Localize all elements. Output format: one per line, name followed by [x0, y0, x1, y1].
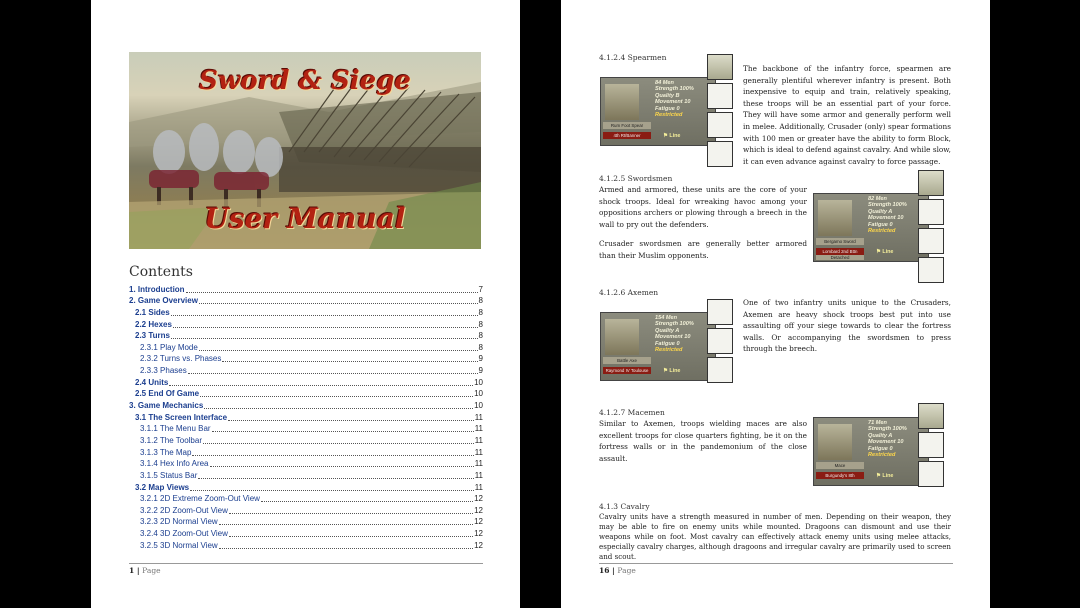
unit-men: 82 Men — [868, 196, 887, 202]
toc-page-number: 9 — [478, 366, 483, 376]
charge-icon — [707, 141, 733, 167]
toc-entry[interactable] — [129, 411, 483, 423]
toc-leader-dots — [199, 350, 478, 351]
toc-entry-label — [135, 320, 172, 330]
toc-leader-dots — [229, 536, 473, 537]
toc-leader-dots — [219, 548, 473, 549]
toc-entry-label — [129, 285, 185, 295]
toc-entry-label — [140, 354, 221, 364]
toc-page-number: 12 — [474, 529, 483, 539]
unit-portrait — [818, 424, 852, 460]
toc-entry-number: 2.2 — [135, 319, 147, 329]
unit-card-macemen — [813, 417, 929, 486]
toc-entry[interactable] — [129, 527, 483, 539]
unit-portrait — [818, 200, 852, 236]
toc-page-number: 12 — [474, 494, 483, 504]
unit-formation: ⚑ Line — [876, 473, 894, 479]
toc-entry-label — [129, 401, 203, 411]
toc-page-number: 11 — [474, 447, 483, 457]
unit-men: 154 Men — [655, 315, 678, 321]
toc-entry[interactable] — [129, 330, 483, 342]
right-page — [561, 0, 990, 608]
toc-entry-number: 3.1.2 — [140, 435, 158, 445]
toc-entry-label — [135, 308, 170, 318]
unit-formation: ⚑ Line — [663, 133, 681, 139]
toc-page-number: 10 — [474, 377, 483, 387]
weapon-icon — [918, 432, 944, 458]
unit-movement: Movement 10 — [868, 215, 904, 222]
unit-stats — [868, 196, 907, 234]
toc-leader-dots — [210, 466, 474, 467]
unit-formation-label: Line — [882, 249, 894, 255]
page-footer — [129, 563, 483, 575]
toc-entry[interactable] — [129, 399, 483, 411]
toc-entry-text: The Map — [159, 447, 192, 457]
toc-entry-text: 2D Extreme Zoom-Out View — [160, 494, 260, 504]
section-heading-axemen: 4.1.2.6 Axemen — [599, 288, 659, 297]
toc-entry[interactable] — [129, 295, 483, 307]
toc-leader-dots — [200, 396, 473, 397]
toc-entry-label — [140, 424, 211, 434]
toc-page-number: 12 — [474, 505, 483, 515]
paragraph-spearmen: The backbone of the infantry force, spearmen are generally plentiful wherever infantry is present. Both inexpensive to equip and train, relatively speaking, these troops will be an essential part of your force. They will have some armor and generally perform well in melee. Additionally, Crusader (only) spear formations with 100 men or greater have the ability to form Block, which is ideal to defend against cavalry. And while slow, it can even advance against cavalry to force passage. — [743, 64, 951, 166]
toc-page-number: 8 — [478, 296, 483, 306]
toc-entry-label — [140, 506, 228, 516]
toc-leader-dots — [212, 431, 474, 432]
toc-entry-label — [135, 483, 189, 493]
toc-entry[interactable] — [129, 493, 483, 505]
unit-status: Restricted — [655, 347, 683, 354]
unit-icons-macemen — [918, 403, 944, 490]
toc-leader-dots — [199, 303, 478, 304]
toc-entry-text: Turns — [148, 331, 170, 341]
unit-leader: Burgundy's 8th — [816, 472, 864, 479]
melee-attack-icon — [918, 228, 944, 254]
unit-card-swordsmen — [813, 193, 929, 262]
toc-page-number: 11 — [474, 435, 483, 445]
toc-entry-label — [135, 389, 199, 399]
toc-leader-dots — [190, 490, 474, 491]
unit-formation-label: Line — [882, 473, 894, 479]
unit-quality: Quality A — [868, 432, 893, 439]
toc-entry[interactable] — [129, 318, 483, 330]
unit-icons-spearmen — [707, 54, 733, 170]
toc-entry-number: 3.1.4 — [140, 459, 158, 469]
unit-stats — [868, 420, 907, 458]
spearman-icon — [707, 54, 733, 80]
toc-leader-dots — [171, 315, 478, 316]
toc-leader-dots — [169, 385, 473, 386]
page-number: 16 — [599, 566, 610, 575]
unit-men: 84 Men — [655, 80, 674, 86]
paragraph-swordsmen-2: Crusader swordsmen are generally better armored than their Muslim opponents. — [599, 239, 807, 260]
toc-entry[interactable] — [129, 434, 483, 446]
toc-page-number: 11 — [474, 470, 483, 480]
unit-quality: Quality B — [655, 92, 680, 99]
footer-page-label: Page — [617, 566, 636, 575]
toc-leader-dots — [198, 478, 473, 479]
section-heading-cavalry: 4.1.3 Cavalry — [599, 502, 650, 511]
toc-entry-label — [135, 331, 170, 341]
unit-leader: Raymond IV Toulouse — [603, 367, 651, 374]
toc-entry-number: 2.5 — [135, 389, 147, 399]
toc-page-number: 12 — [474, 517, 483, 527]
toc-leader-dots — [228, 420, 474, 421]
toc-page-number: 7 — [478, 284, 483, 294]
toc-entry-label — [140, 436, 202, 446]
unit-card-spearmen — [600, 77, 716, 146]
toc-page-number: 11 — [474, 412, 483, 422]
unit-leader: 4th Rt/Banner — [603, 132, 651, 139]
toc-entry[interactable] — [129, 364, 483, 376]
table-of-contents — [129, 283, 483, 551]
toc-leader-dots — [188, 373, 478, 374]
toc-entry[interactable] — [129, 516, 483, 528]
toc-entry[interactable] — [129, 458, 483, 470]
melee-attack-icon — [707, 112, 733, 138]
unit-fatigue: Fatigue 0 — [868, 445, 893, 452]
toc-entry[interactable] — [129, 481, 483, 493]
unit-stats — [655, 80, 694, 118]
toc-leader-dots — [229, 513, 473, 514]
toc-entry-text: Units — [148, 377, 169, 387]
unit-movement: Movement 10 — [655, 99, 691, 106]
toc-entry-text: 2D Normal View — [160, 517, 218, 527]
unit-formation: ⚑ Line — [663, 368, 681, 374]
toc-entry-label — [140, 343, 198, 353]
toc-entry-text: Play Mode — [160, 342, 198, 352]
unit-formation-label: Line — [669, 133, 681, 139]
toc-entry-label — [140, 471, 197, 481]
toc-entry-label — [140, 366, 187, 376]
toc-entry-text: Turns vs. Phases — [159, 354, 222, 364]
toc-leader-dots — [192, 455, 473, 456]
unit-name: Rum Foot Spear — [603, 122, 651, 129]
left-page — [91, 0, 520, 608]
toc-page-number: 11 — [474, 459, 483, 469]
toc-entry-number: 3.1.1 — [140, 424, 158, 434]
toc-entry-text: Phases — [160, 366, 187, 376]
toc-leader-dots — [173, 327, 478, 328]
toc-entry-text: Hex Info Area — [160, 459, 209, 469]
unit-fatigue: Fatigue 0 — [655, 340, 680, 347]
page-footer — [599, 563, 953, 575]
toc-entry-text: The Screen Interface — [148, 412, 228, 422]
weapon-icon — [707, 328, 733, 354]
paragraph-axemen: One of two infantry units unique to the Crusaders, Axemen are heavy shock troops best put into use assaulting off your siege towards to clear the fortress walls. Or accompanying the swordsmen to press through the breech. — [743, 298, 951, 354]
toc-entry-text: Game Overview — [137, 296, 198, 306]
toc-leader-dots — [261, 501, 473, 502]
page-number: 1 — [129, 566, 135, 575]
melee-attack-icon — [918, 461, 944, 487]
toc-entry-number: 2. — [129, 296, 136, 306]
unit-status: Restricted — [868, 228, 896, 235]
unit-quality: Quality A — [868, 208, 893, 215]
toc-entry[interactable] — [129, 341, 483, 353]
toc-entry-text: 3D Normal View — [160, 540, 218, 550]
toc-entry-text: End Of Game — [148, 389, 200, 399]
unit-portrait — [605, 84, 639, 120]
block-formation-icon — [707, 83, 733, 109]
toc-entry-number: 2.3 — [135, 331, 147, 341]
unit-card-axemen — [600, 312, 716, 381]
section-heading-spearmen: 4.1.2.4 Spearmen — [599, 53, 667, 62]
toc-entry-number: 3.2.1 — [140, 494, 158, 504]
toc-leader-dots — [203, 443, 474, 444]
swordsman-icon — [918, 170, 944, 196]
unit-fatigue: Fatigue 0 — [655, 105, 680, 112]
toc-entry[interactable] — [129, 446, 483, 458]
toc-leader-dots — [222, 361, 477, 362]
toc-entry-number: 3.2.3 — [140, 517, 158, 527]
toc-entry-number: 3.1 — [135, 412, 147, 422]
toc-entry-text: Hexes — [148, 319, 172, 329]
toc-entry-number: 2.3.1 — [140, 342, 158, 352]
toc-entry[interactable] — [129, 376, 483, 388]
toc-page-number: 9 — [478, 354, 483, 364]
footer-page-label: Page — [142, 566, 161, 575]
unit-formation-label: Line — [669, 368, 681, 374]
toc-entry-label — [129, 296, 198, 306]
toc-entry-number: 2.1 — [135, 307, 147, 317]
toc-page-number: 8 — [478, 331, 483, 341]
toc-entry-text: The Toolbar — [159, 435, 202, 445]
toc-entry[interactable] — [129, 388, 483, 400]
paragraph-swordsmen-1: Armed and armored, these units are the core of your shock troops. Ideal for wreaking havoc among your oppositions archers or plowing through a breech in the wall to pry out the defenders. — [599, 185, 807, 229]
unit-strength: Strength 100% — [868, 426, 907, 433]
unit-strength: Strength 100% — [655, 321, 694, 328]
unit-men: 71 Men — [868, 420, 887, 426]
toc-page-number: 8 — [478, 307, 483, 317]
toc-page-number: 11 — [474, 482, 483, 492]
toc-entry-text: Introduction — [137, 284, 185, 294]
unit-icons-swordsmen — [918, 170, 944, 286]
section-heading-swordsmen: 4.1.2.5 Swordsmen — [599, 174, 673, 183]
toc-entry-label — [140, 448, 191, 458]
unit-status: Restricted — [868, 452, 896, 459]
unit-formation: ⚑ Line — [876, 249, 894, 255]
toc-leader-dots — [204, 408, 473, 409]
maceman-icon — [918, 403, 944, 429]
cover-title: Sword & Siege — [199, 66, 411, 96]
toc-entry-label — [140, 517, 218, 527]
toc-entry-text: 3D Zoom-Out View — [160, 529, 228, 539]
toc-leader-dots — [219, 524, 473, 525]
toc-entry[interactable] — [129, 539, 483, 551]
toc-entry-number: 3. — [129, 401, 136, 411]
toc-entry-number: 3.1.3 — [140, 447, 158, 457]
toc-entry[interactable] — [129, 504, 483, 516]
unit-name: Bergamo Sword — [816, 238, 864, 245]
unit-stats — [655, 315, 694, 353]
unit-strength: Strength 100% — [868, 202, 907, 209]
cover-subtitle: User Manual — [204, 202, 406, 235]
toc-entry[interactable] — [129, 423, 483, 435]
toc-entry-text: 2D Zoom-Out View — [160, 505, 228, 515]
paragraph-macemen: Similar to Axemen, troops wielding maces are also excellent troops for close quarters fighting, be it on the fortress walls or in the pandemonium of the close assault. — [599, 419, 807, 463]
toc-entry[interactable] — [129, 283, 483, 295]
charge-icon — [918, 257, 944, 283]
toc-page-number: 10 — [474, 401, 483, 411]
toc-entry[interactable] — [129, 353, 483, 365]
toc-page-number: 10 — [474, 389, 483, 399]
toc-entry-label — [140, 459, 209, 469]
unit-portrait — [605, 319, 639, 355]
section-heading-macemen: 4.1.2.7 Macemen — [599, 408, 665, 417]
unit-strength: Strength 100% — [655, 86, 694, 93]
toc-entry[interactable] — [129, 306, 483, 318]
contents-heading: Contents — [129, 264, 193, 280]
footer-separator: | — [609, 566, 618, 575]
toc-entry-label — [140, 494, 260, 504]
unit-icons-axemen — [707, 299, 733, 386]
cover-image — [129, 52, 481, 249]
toc-entry[interactable] — [129, 469, 483, 481]
toc-entry-label — [140, 541, 218, 551]
toc-entry-text: Game Mechanics — [137, 401, 204, 411]
toc-page-number: 11 — [474, 424, 483, 434]
unit-leader: Lombard 2nd Bttn — [816, 248, 864, 255]
unit-quality: Quality A — [655, 327, 680, 334]
toc-entry-number: 1. — [129, 284, 136, 294]
toc-page-number: 8 — [478, 319, 483, 329]
weapon-icon — [918, 199, 944, 225]
toc-entry-label — [140, 529, 228, 539]
toc-entry-number: 3.2.4 — [140, 529, 158, 539]
melee-attack-icon — [707, 357, 733, 383]
toc-entry-text: The Menu Bar — [159, 424, 211, 434]
toc-page-number: 12 — [474, 540, 483, 550]
toc-entry-number: 3.1.5 — [140, 470, 158, 480]
unit-status: Restricted — [655, 112, 683, 119]
toc-entry-number: 2.3.2 — [140, 354, 158, 364]
unit-name: Battle Axe — [603, 357, 651, 364]
toc-entry-number: 2.3.3 — [140, 366, 158, 376]
unit-movement: Movement 10 — [655, 334, 691, 341]
toc-entry-label — [135, 413, 227, 423]
toc-entry-number: 3.2 — [135, 482, 147, 492]
toc-leader-dots — [171, 338, 478, 339]
toc-entry-text: Map Views — [148, 482, 190, 492]
unit-movement: Movement 10 — [868, 439, 904, 446]
toc-page-number: 8 — [478, 342, 483, 352]
axe-icon — [707, 299, 733, 325]
toc-entry-text: Sides — [148, 307, 170, 317]
toc-entry-number: 3.2.2 — [140, 505, 158, 515]
unit-detached: Detached — [816, 255, 864, 260]
paragraph-cavalry: Cavalry units have a strength measured in number of men. Depending on their weapon, they may be able to fire on enemy units while mounted. Dragoons can dismount and use their weapons while on foot. Most cavalry can effectively attack enemy units using melee attacks, especially cavalry charges, although dragoons and irregular cavalry are primarily used to screen and scout. — [599, 512, 951, 561]
toc-entry-number: 2.4 — [135, 377, 147, 387]
unit-fatigue: Fatigue 0 — [868, 221, 893, 228]
toc-leader-dots — [186, 292, 478, 293]
toc-entry-text: Status Bar — [160, 470, 198, 480]
toc-entry-number: 3.2.5 — [140, 540, 158, 550]
footer-separator: | — [134, 566, 143, 575]
toc-entry-label — [135, 378, 168, 388]
unit-name: Mace — [816, 462, 864, 469]
